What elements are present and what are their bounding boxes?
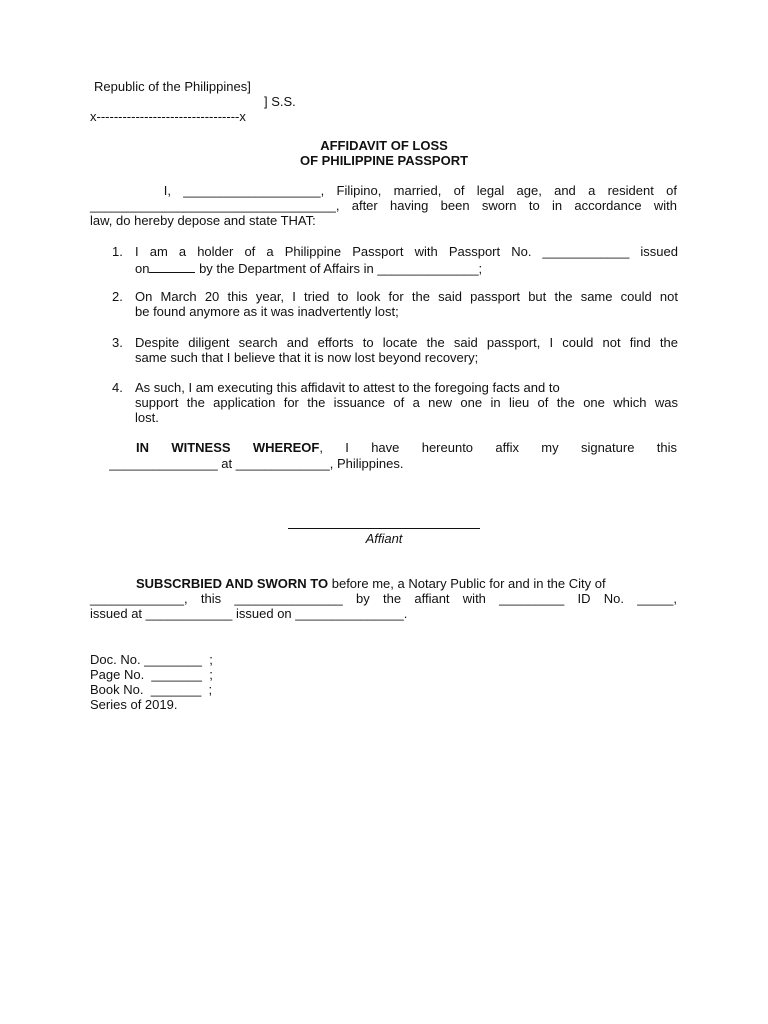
document-title-line2: OF PHILIPPINE PASSPORT: [299, 153, 469, 168]
list-item-line-suffix: by the Department of Affairs in ______________;: [195, 261, 483, 276]
doc-no: Doc. No. ________ ;: [90, 652, 213, 667]
list-item-line-prefix: on: [135, 261, 150, 276]
list-item-number: 1.: [112, 244, 123, 259]
list-item-line: [135, 259, 678, 276]
list-item-line: Despite diligent search and efforts to locate the said passport, I could not find the: [135, 335, 678, 350]
list-item-text: [135, 335, 678, 365]
affiant-label: Affiant: [365, 531, 403, 546]
list-item-text: [135, 244, 678, 276]
list-item-line: I am a holder of a Philippine Passport with Passport No. ____________ issued: [135, 244, 678, 259]
list-item-line: lost.: [135, 410, 159, 425]
signature-line: [288, 528, 480, 529]
jurat-text: before me, a Notary Public for and in the City of: [328, 576, 606, 591]
witness-text: , I have hereunto affix my signature this: [319, 440, 677, 455]
list-item-line: On March 20 this year, I tried to look for the said passport but the same could not: [135, 289, 678, 304]
list-item-text: [135, 289, 678, 319]
jurat-line-3: issued at ____________ issued on _______________.: [90, 606, 408, 621]
list-item-number: 3.: [112, 335, 123, 350]
list-item-line: support the application for the issuance of a new one in lieu of the one which was: [135, 395, 678, 410]
date-blank: [149, 259, 195, 273]
list-item-text: [135, 380, 678, 425]
witness-line-1: [136, 440, 677, 455]
jurat-line-1: [136, 576, 606, 591]
list-item-line: same such that I believe that it is now lost beyond recovery;: [135, 350, 479, 365]
caption-ss: ] S.S.: [264, 94, 296, 109]
jurat-heading: SUBSCRBIED AND SWORN TO: [136, 576, 329, 591]
book-no: Book No. _______ ;: [90, 682, 213, 697]
list-item-line: As such, I am executing this affidavit to attest to the foregoing facts and to: [135, 380, 560, 395]
list-item-line: be found anymore as it was inadvertently lost;: [135, 304, 399, 319]
document-title-line1: AFFIDAVIT OF LOSS: [320, 138, 448, 153]
series-year: Series of 2019.: [90, 697, 178, 712]
page-no: Page No. _______ ;: [90, 667, 213, 682]
caption-republic: Republic of the Philippines]: [94, 79, 251, 94]
intro-line-2: __________________________________, after having been sworn to in accordance with: [90, 198, 677, 213]
intro-line-3: law, do hereby depose and state THAT:: [90, 213, 316, 228]
jurat-line-2: _____________, this _______________ by the affiant with _________ ID No. _____,: [90, 591, 677, 606]
witness-line-2: _______________ at _____________, Philippines.: [102, 456, 404, 471]
intro-line-1: I, ___________________, Filipino, married, of legal age, and a resident of: [90, 183, 677, 198]
caption-separator: x---------------------------------x: [90, 109, 246, 124]
witness-heading: IN WITNESS WHEREOF: [136, 440, 320, 455]
list-item-number: 4.: [112, 380, 123, 395]
list-item-number: 2.: [112, 289, 123, 304]
